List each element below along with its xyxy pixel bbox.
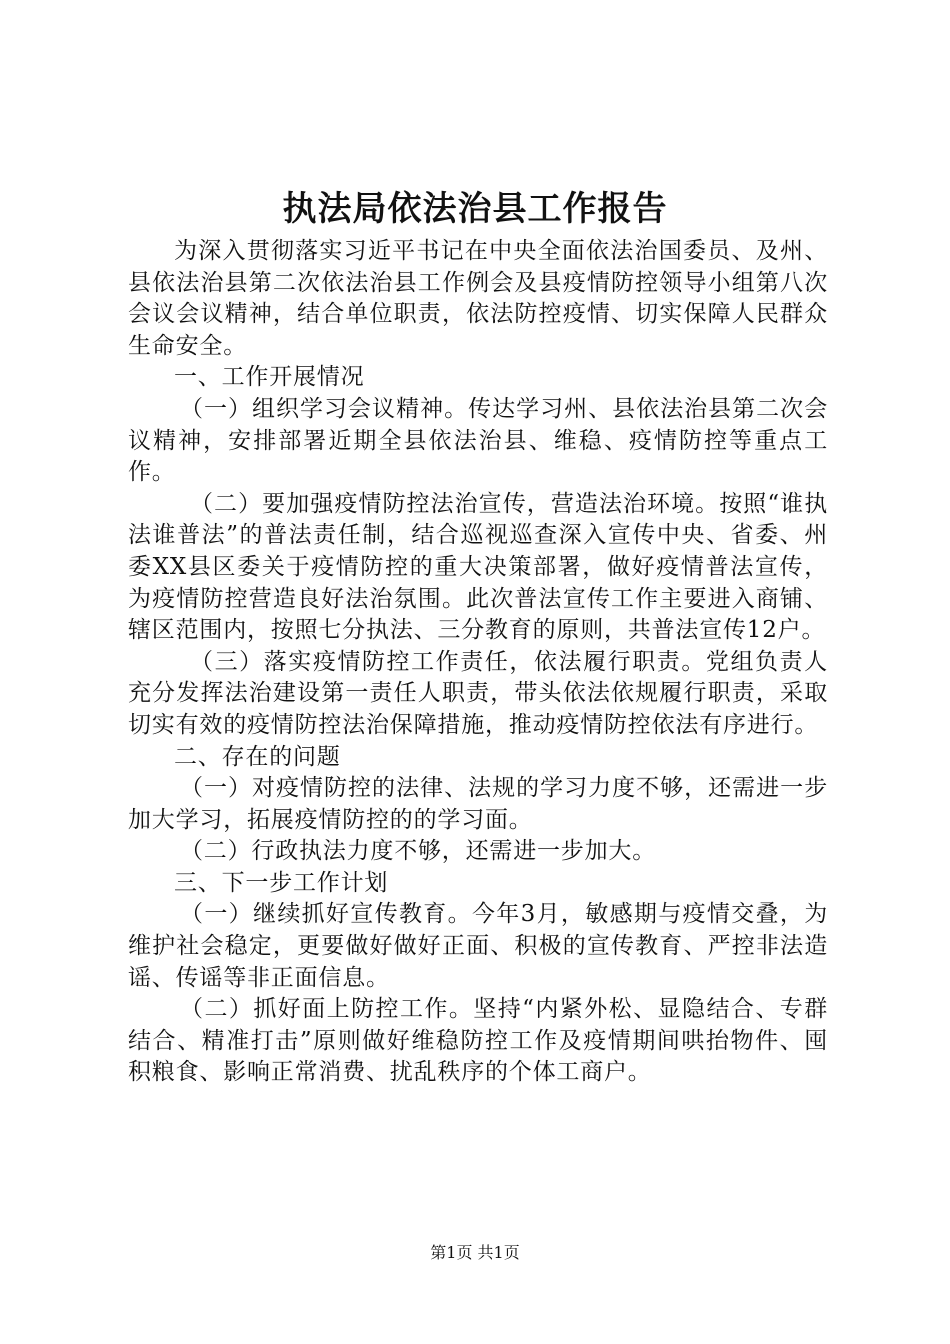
section-heading-problems: 二、存在的问题 [174,743,341,770]
problem-item-1: （一）对疫情防控的法律、法规的学习力度不够，还需进一步加大学习，拓展疫情防控的的学习面。 [128,775,828,833]
intro-paragraph: 为深入贯彻落实习近平书记在中央全面依法治国委员、及州、县依法治县第二次依法治县工作例会及县疫情防控领导小组第八次会议会议精神，结合单位职责，依法防控疫情、切实保障人民群众生命安全。 [128,238,828,359]
work-item-2: （二）要加强疫情防控法治宣传，营造法治环境。按照“谁执法谁普法”的普法责任制，结合巡视巡查深入宣传中央、省委、州委XX县区委关于疫情防控的重大决策部署，做好疫情普法宣传，为疫情防控营造良好法治氛围。此次普法宣传工作主要进入商铺、辖区范围内，按照七分执法、三分教育的原则，共普法宣传12户。 [128,490,828,644]
document-body [128,236,828,1089]
problem-item-2: （二）行政执法力度不够，还需进一步加大。 [180,838,656,865]
section-heading-work-progress: 一、工作开展情况 [174,364,365,391]
document-title: 执法局依法治县工作报告 [282,189,668,229]
work-item-1: （一）组织学习会议精神。传达学习州、县依法治县第二次会议精神，安排部署近期全县依法治县、维稳、疫情防控等重点工作。 [128,395,828,486]
page-footer: 第1页 共1页 [430,1243,520,1262]
plan-item-1: （一）继续抓好宣传教育。今年3月，敏感期与疫情交叠，为维护社会稳定，更要做好做好正面、积极的宣传教育、严控非法造谣、传谣等非正面信息。 [128,901,828,991]
plan-item-2: （二）抓好面上防控工作。坚持“内紧外松、显隐结合、专群结合、精准打击”原则做好维稳防控工作及疫情期间哄抬物件、囤积粮食、影响正常消费、扰乱秩序的个体工商户。 [128,996,828,1086]
section-heading-next-plan: 三、下一步工作计划 [174,869,389,896]
work-item-3: （三）落实疫情防控工作责任，依法履行职责。党组负责人充分发挥法治建设第一责任人职责，带头依法依规履行职责，采取切实有效的疫情防控法治保障措施，推动疫情防控依法有序进行。 [128,648,828,738]
